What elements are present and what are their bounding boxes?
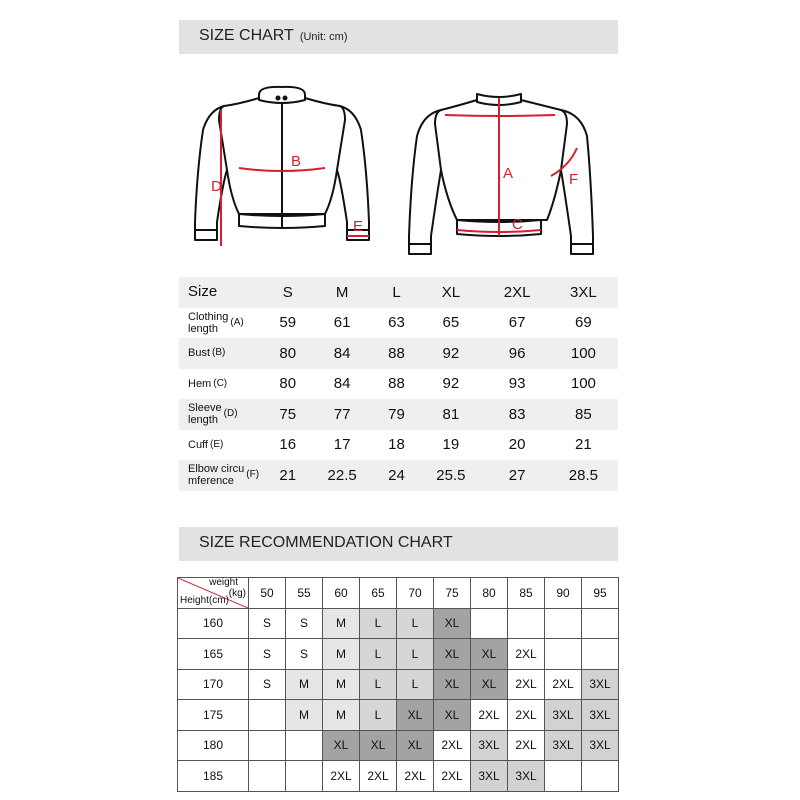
label-e: E	[353, 218, 364, 235]
size-header-cell: 3XL	[549, 277, 618, 308]
recommendation-title: SIZE RECOMMENDATION CHART	[199, 534, 453, 551]
size-recommendation-cell: L	[397, 639, 434, 670]
weight-header-cell: 65	[360, 578, 397, 609]
height-row	[178, 608, 619, 639]
weight-header-cell: 75	[434, 578, 471, 609]
jacket-diagram	[179, 70, 619, 260]
size-header-cell: M	[308, 277, 377, 308]
size-recommendation-cell: 2XL	[434, 761, 471, 792]
value-cell: 25.5	[416, 460, 485, 491]
size-recommendation-cell: L	[360, 608, 397, 639]
size-header-cell: S	[268, 277, 308, 308]
value-cell: 79	[377, 399, 417, 430]
value-cell: 83	[486, 399, 549, 430]
size-recommendation-cell: XL	[471, 639, 508, 670]
value-cell: 27	[486, 460, 549, 491]
value-cell: 100	[570, 375, 596, 393]
value-cell: 20	[508, 436, 526, 454]
value-cell: 63	[388, 314, 405, 332]
label-b: B	[291, 153, 302, 170]
value-cell: 65	[442, 314, 460, 332]
value-cell: 17	[333, 436, 351, 454]
value-cell: 21	[268, 460, 308, 491]
size-header-cell: XL	[416, 277, 485, 308]
row-label: Clothing length (A)	[188, 310, 244, 335]
height-cell: 185	[178, 761, 249, 792]
value-cell: 21	[575, 436, 592, 454]
size-recommendation-cell: XL	[434, 700, 471, 731]
size-recommendation-cell	[545, 761, 582, 792]
size-recommendation-cell: 2XL	[508, 730, 545, 761]
size-recommendation-cell: 3XL	[545, 700, 582, 731]
size-recommendation-cell: 2XL	[323, 761, 360, 792]
size-recommendation-cell: M	[323, 700, 360, 731]
size-recommendation-cell: XL	[323, 730, 360, 761]
value-cell: 67	[508, 314, 526, 332]
value-cell: 22.5	[308, 460, 377, 491]
size-recommendation-cell: XL	[397, 700, 434, 731]
size-recommendation-cell	[286, 730, 323, 761]
size-recommendation-cell: 3XL	[582, 700, 619, 731]
size-recommendation-cell	[471, 608, 508, 639]
value-cell: 80	[268, 338, 308, 369]
size-header-cell: 2XL	[486, 277, 549, 308]
weight-header-row	[178, 578, 619, 609]
value-cell: 92	[442, 375, 460, 393]
height-row	[178, 730, 619, 761]
size-recommendation-cell	[582, 761, 619, 792]
value-cell: 69	[575, 314, 592, 332]
weight-unit-label: (kg)	[228, 588, 246, 599]
height-row	[178, 761, 619, 792]
value-cell: 16	[279, 436, 297, 454]
size-header-cell: L	[377, 277, 417, 308]
size-recommendation-cell: S	[286, 608, 323, 639]
size-recommendation-cell	[582, 608, 619, 639]
weight-axis-label: weight	[209, 577, 238, 588]
weight-header-cell: 95	[582, 578, 619, 609]
value-cell: 88	[377, 338, 417, 369]
size-row-hem	[179, 369, 618, 400]
size-header-label: Size	[179, 277, 268, 308]
size-recommendation-cell: XL	[434, 669, 471, 700]
size-recommendation-cell: L	[360, 639, 397, 670]
size-recommendation-cell: M	[323, 608, 360, 639]
row-label: Elbow circu mference (F)	[179, 460, 268, 491]
value-cell: 28.5	[549, 460, 618, 491]
size-recommendation-cell	[545, 639, 582, 670]
row-label: Sleeve length (D)	[179, 399, 268, 430]
row-label: Bust (B)	[179, 338, 268, 369]
value-cell: 84	[308, 338, 377, 369]
size-recommendation-cell: S	[249, 608, 286, 639]
size-row-bust	[179, 338, 618, 369]
size-chart-header	[179, 20, 618, 54]
size-recommendation-cell: L	[397, 608, 434, 639]
recommendation-header	[179, 527, 618, 561]
size-recommendation-cell: M	[286, 669, 323, 700]
height-axis-label: Height(cm)	[180, 594, 229, 606]
size-recommendation-cell: M	[323, 669, 360, 700]
height-cell: 180	[178, 730, 249, 761]
value-cell: 100	[549, 338, 618, 369]
height-row	[178, 669, 619, 700]
value-cell: 85	[549, 399, 618, 430]
size-recommendation-cell: L	[360, 669, 397, 700]
size-recommendation-cell: 3XL	[471, 761, 508, 792]
size-recommendation-cell	[249, 730, 286, 761]
size-recommendation-cell: XL	[434, 639, 471, 670]
label-f: F	[569, 171, 579, 188]
size-recommendation-cell: M	[323, 639, 360, 670]
size-recommendation-cell	[286, 761, 323, 792]
weight-header-cell: 70	[397, 578, 434, 609]
size-recommendation-cell: S	[249, 639, 286, 670]
size-row-clothing-length	[179, 308, 618, 339]
weight-header-cell: 80	[471, 578, 508, 609]
weight-header-cell: 90	[545, 578, 582, 609]
size-recommendation-cell: 2XL	[508, 639, 545, 670]
size-recommendation-cell: S	[249, 669, 286, 700]
label-a: A	[503, 165, 514, 182]
height-cell: 175	[178, 700, 249, 731]
size-recommendation-cell	[582, 639, 619, 670]
size-recommendation-cell: XL	[471, 669, 508, 700]
size-recommendation-cell	[249, 700, 286, 731]
size-recommendation-cell: XL	[360, 730, 397, 761]
value-cell: 92	[416, 338, 485, 369]
recommendation-table	[177, 577, 619, 792]
size-header-row	[179, 277, 618, 308]
height-cell: 170	[178, 669, 249, 700]
size-recommendation-cell: 3XL	[545, 730, 582, 761]
height-row	[178, 700, 619, 731]
value-cell: 19	[442, 436, 460, 454]
value-cell: 59	[279, 314, 297, 332]
label-d: D	[211, 178, 222, 195]
jacket-back-figure	[409, 94, 593, 254]
size-recommendation-cell: 3XL	[582, 730, 619, 761]
size-chart-title: SIZE CHART (Unit: cm)	[199, 27, 348, 44]
corner-cell	[178, 578, 249, 609]
weight-header-cell: 60	[323, 578, 360, 609]
row-label: Cuff (E)	[188, 438, 224, 451]
value-cell: 61	[333, 314, 351, 332]
weight-header-cell: 85	[508, 578, 545, 609]
size-recommendation-cell: M	[286, 700, 323, 731]
weight-header-cell: 50	[249, 578, 286, 609]
value-cell: 18	[388, 436, 405, 454]
size-recommendation-cell: L	[397, 669, 434, 700]
weight-header-cell: 55	[286, 578, 323, 609]
size-recommendation-cell: 2XL	[434, 730, 471, 761]
size-row-elbow	[179, 460, 618, 491]
value-cell: 93	[508, 375, 526, 393]
unit-label: (Unit: cm)	[299, 31, 348, 43]
row-label: Hem (C)	[188, 377, 228, 390]
size-recommendation-cell	[508, 608, 545, 639]
size-recommendation-cell: 2XL	[471, 700, 508, 731]
size-recommendation-cell: 2XL	[397, 761, 434, 792]
height-cell: 165	[178, 639, 249, 670]
size-recommendation-cell: S	[286, 639, 323, 670]
size-recommendation-cell: 2XL	[508, 669, 545, 700]
label-c: C	[512, 216, 523, 233]
size-recommendation-cell: XL	[397, 730, 434, 761]
size-recommendation-cell: 2XL	[545, 669, 582, 700]
value-cell: 75	[268, 399, 308, 430]
size-recommendation-cell: 2XL	[360, 761, 397, 792]
size-recommendation-cell: XL	[434, 608, 471, 639]
size-recommendation-cell: 3XL	[582, 669, 619, 700]
value-cell: 24	[377, 460, 417, 491]
size-recommendation-cell	[249, 761, 286, 792]
size-recommendation-cell: 2XL	[508, 700, 545, 731]
size-recommendation-cell: L	[360, 700, 397, 731]
value-cell: 80	[279, 375, 297, 393]
value-cell: 84	[333, 375, 351, 393]
value-cell: 77	[308, 399, 377, 430]
size-recommendation-cell	[545, 608, 582, 639]
size-recommendation-cell: 3XL	[508, 761, 545, 792]
value-cell: 81	[416, 399, 485, 430]
size-recommendation-cell: 3XL	[471, 730, 508, 761]
size-table	[179, 277, 618, 491]
size-row-cuff	[179, 430, 618, 461]
height-cell: 160	[178, 608, 249, 639]
value-cell: 88	[388, 375, 405, 393]
size-row-sleeve-length	[179, 399, 618, 430]
height-row	[178, 639, 619, 670]
value-cell: 96	[486, 338, 549, 369]
